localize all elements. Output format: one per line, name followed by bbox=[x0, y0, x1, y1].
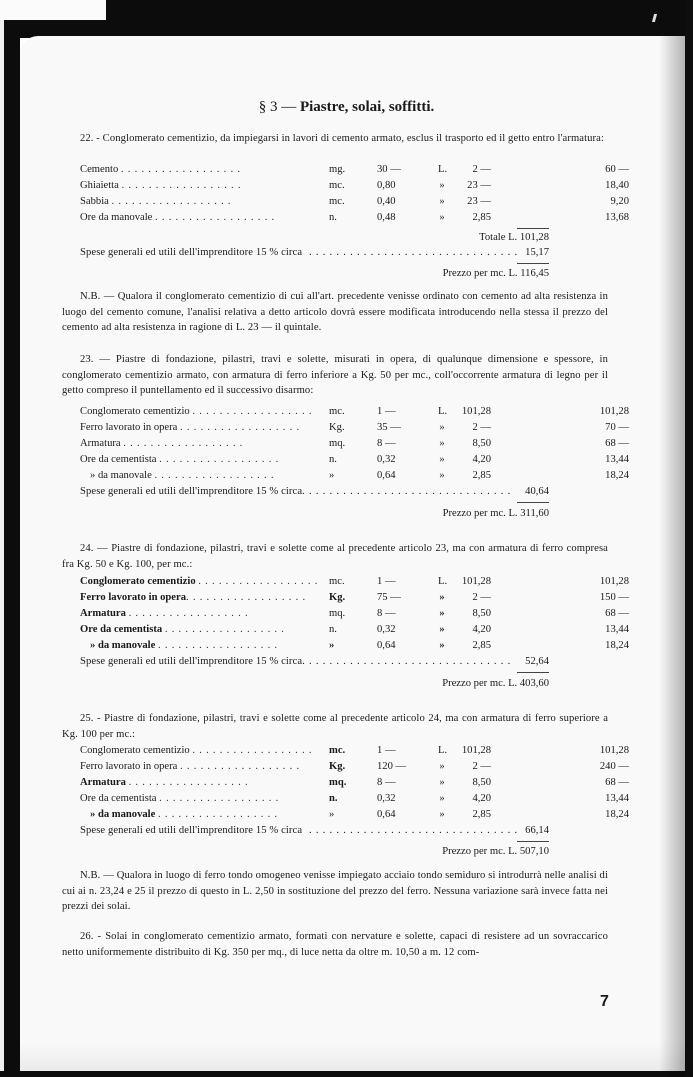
sum-rule bbox=[517, 841, 549, 842]
item-label: Conglomerato cementizio bbox=[80, 745, 190, 756]
overhead-row: Spese generali ed utili dell'imprenditore 15 % circa ............................... 15,17 bbox=[80, 245, 549, 261]
table-row: Conglomerato cementizio .................. mc. 1 — L. 101,28 101,28 bbox=[80, 574, 550, 590]
item-label: Ferro lavorato in opera bbox=[80, 422, 178, 433]
unit-price: 8,50 bbox=[472, 608, 491, 619]
unit: mq. bbox=[329, 608, 346, 619]
table-row: Armatura .................. mq. 8 — » 8,50 68 — bbox=[80, 775, 550, 791]
scan-corner bbox=[0, 0, 106, 22]
amount: 60 — bbox=[605, 164, 629, 175]
section-title bbox=[0, 99, 693, 116]
quantity: 1 — bbox=[377, 576, 396, 587]
quantity: 0,64 bbox=[377, 809, 396, 820]
overhead-label: Spese generali ed utili dell'imprenditore 15 % circa bbox=[80, 486, 303, 497]
currency: » bbox=[439, 212, 445, 223]
unit-price: 101,28 bbox=[461, 745, 491, 756]
amount: 13,44 bbox=[605, 624, 629, 635]
table-row: Armatura .................. mq. 8 — » 8,50 68 — bbox=[80, 436, 550, 452]
table-row: Ferro lavorato in opera .................. Kg. 35 — » 2 — 70 — bbox=[80, 420, 550, 436]
unit: mq. bbox=[329, 777, 347, 788]
final-price bbox=[443, 506, 549, 522]
item-label: Ore da cementista bbox=[80, 793, 157, 804]
unit: n. bbox=[329, 793, 338, 804]
overhead-label: Spese generali ed utili dell'imprenditore 15 % circa bbox=[80, 825, 303, 836]
overhead-value: 40,64 bbox=[521, 484, 549, 500]
currency: L. bbox=[438, 576, 448, 587]
quantity: 8 — bbox=[377, 608, 396, 619]
quantity: 0,32 bbox=[377, 624, 396, 635]
unit: mc. bbox=[329, 576, 345, 587]
subtotal bbox=[479, 230, 549, 246]
unit: n. bbox=[329, 212, 337, 223]
article-22-intro: 22. - Conglomerato cementizio, da impiegarsi in lavori di cemento armato, esclus il trasporto ed il getto entro l'armatura: bbox=[80, 133, 605, 144]
article-25-note: N.B. — Qualora in luogo di ferro tondo omogeneo venisse impiegato acciaio tondo semiduro si introdurrà nelle analisi di cui ai n. 23,24 e 25 il prezzo di questo in L. 2,50 in sostituzione del prezzo del ferro. Nessuna variazione sarà invece fatta nei prezzi dei solai. bbox=[62, 870, 608, 912]
unit-price: 2 — bbox=[472, 761, 491, 772]
currency: » bbox=[439, 422, 445, 433]
quantity: 0,64 bbox=[377, 640, 396, 651]
item-label: Conglomerato cementizio bbox=[80, 576, 196, 587]
unit-price: 4,20 bbox=[472, 793, 491, 804]
table-row: Ferro lavorato in opera.................. Kg. 75 — » 2 — 150 — bbox=[80, 590, 550, 606]
scan-border-top bbox=[106, 0, 693, 40]
sum-rule bbox=[517, 502, 549, 503]
quantity: 8 — bbox=[377, 438, 396, 449]
final-price bbox=[442, 844, 549, 860]
currency: » bbox=[439, 196, 445, 207]
total-value: 101,28 bbox=[519, 232, 549, 243]
table-row: Conglomerato cementizio .................. mc. 1 — L. 101,28 101,28 bbox=[80, 743, 550, 759]
currency: » bbox=[439, 793, 445, 804]
total-label: Totale L. bbox=[479, 232, 518, 243]
item-label: » da manovale bbox=[90, 640, 156, 651]
quantity: 120 — bbox=[377, 761, 407, 772]
item-label: Ore da cementista bbox=[80, 454, 157, 465]
table-row: Ore da cementista .................. n. 0,32 » 4,20 13,44 bbox=[80, 622, 550, 638]
item-label: Ghiaietta bbox=[80, 180, 119, 191]
quantity: 0,32 bbox=[377, 793, 396, 804]
unit: Kg. bbox=[329, 761, 346, 772]
quantity: 8 — bbox=[377, 777, 396, 788]
table-row: Sabbia .................. mc. 0,40 » 23 — 9,20 bbox=[80, 194, 550, 210]
overhead-value: 52,64 bbox=[521, 654, 549, 670]
item-label: Ferro lavorato in opera bbox=[80, 592, 187, 603]
quantity: 1 — bbox=[377, 745, 396, 756]
quantity: 0,32 bbox=[377, 454, 396, 465]
currency: » bbox=[439, 592, 445, 603]
amount: 101,28 bbox=[599, 745, 629, 756]
unit-price: 2,85 bbox=[472, 212, 491, 223]
scan-border-bottom bbox=[0, 1071, 693, 1077]
quantity: 0,40 bbox=[377, 196, 396, 207]
unit-price: 2,85 bbox=[472, 470, 491, 481]
table-row: Ferro lavorato in opera .................. Kg. 120 — » 2 — 240 — bbox=[80, 759, 550, 775]
unit: » bbox=[329, 640, 335, 651]
section-title-text: Piastre, solai, soffitti. bbox=[299, 99, 435, 115]
currency: L. bbox=[438, 406, 448, 417]
price-label: Prezzo per mc. L. bbox=[442, 678, 518, 689]
amount: 18,24 bbox=[605, 470, 629, 481]
currency: » bbox=[439, 624, 445, 635]
page-shadow-right bbox=[659, 36, 685, 1077]
unit: mc. bbox=[329, 745, 346, 756]
page-number: 7 bbox=[600, 993, 609, 1010]
quantity: 0,64 bbox=[377, 470, 396, 481]
amount: 9,20 bbox=[610, 196, 629, 207]
item-label: Ore da manovale bbox=[80, 212, 153, 223]
item-label: Ferro lavorato in opera bbox=[80, 761, 178, 772]
amount: 18,24 bbox=[605, 640, 629, 651]
unit-price: 2 — bbox=[472, 164, 491, 175]
overhead-label: Spese generali ed utili dell'imprenditore 15 % circa bbox=[80, 656, 303, 667]
amount: 18,24 bbox=[605, 809, 629, 820]
table-row: Ore da cementista .................. n. 0,32 » 4,20 13,44 bbox=[80, 791, 550, 807]
unit: n. bbox=[329, 624, 337, 635]
overhead-row: Spese generali ed utili dell'imprenditore 15 % circa............................... 40,64 bbox=[80, 484, 549, 500]
sum-rule bbox=[517, 672, 549, 673]
article-26-intro: 26. - Solai in conglomerato cementizio armato, formati con nervature e solette, capaci di resistere ad un sovraccarico netto uniformemente distribuito di Kg. 350 per mq., di luce netta da oltre m. 10,50 a m. 12 com- bbox=[62, 931, 608, 958]
article-24-intro: 24. — Piastre di fondazione, pilastri, travi e solette come al precedente articolo 23, ma con armatura di ferro compresa fra Kg. 50 e Kg. 100, per mc.: bbox=[62, 543, 608, 570]
currency: » bbox=[439, 809, 445, 820]
currency: » bbox=[439, 777, 445, 788]
overhead-value: 66,14 bbox=[521, 823, 549, 839]
table-row: Ore da manovale .................. n. 0,48 » 2,85 13,68 bbox=[80, 210, 550, 226]
unit: Kg. bbox=[329, 592, 346, 603]
amount: 70 — bbox=[605, 422, 629, 433]
currency: » bbox=[439, 180, 445, 191]
table-row: » da manovale .................. » 0,64 » 2,85 18,24 bbox=[80, 807, 550, 823]
unit-price: 23 — bbox=[467, 180, 491, 191]
table-row: » da manovale .................. » 0,64 » 2,85 18,24 bbox=[80, 468, 550, 484]
unit: » bbox=[329, 809, 335, 820]
currency: L. bbox=[438, 164, 448, 175]
table-row: » da manovale .................. » 0,64 » 2,85 18,24 bbox=[80, 638, 550, 654]
quantity: 0,48 bbox=[377, 212, 396, 223]
item-label: » da manovale bbox=[90, 470, 152, 481]
item-label: » da manovale bbox=[90, 809, 156, 820]
unit-price: 8,50 bbox=[472, 438, 491, 449]
unit-price: 4,20 bbox=[472, 624, 491, 635]
scan-edge-left bbox=[0, 20, 4, 1077]
item-label: Ore da cementista bbox=[80, 624, 163, 635]
article-25-intro: 25. - Piastre di fondazione, pilastri, travi e solette come al precedente articolo 24, ma con armatura di ferro superiore a Kg. 100 per mc.: bbox=[62, 713, 608, 740]
price-value: 116,45 bbox=[520, 268, 549, 279]
scan-border-right bbox=[685, 0, 693, 1077]
currency: » bbox=[439, 470, 445, 481]
amount: 101,28 bbox=[599, 406, 629, 417]
currency: L. bbox=[438, 745, 448, 756]
table-row: Ghiaietta .................. mc. 0,80 » 23 — 18,40 bbox=[80, 178, 550, 194]
overhead-value: 15,17 bbox=[521, 245, 549, 261]
unit: mc. bbox=[329, 406, 345, 417]
item-label: Armatura bbox=[80, 777, 126, 788]
page-shadow-bottom bbox=[20, 1041, 685, 1071]
amount: 68 — bbox=[605, 438, 629, 449]
unit: n. bbox=[329, 454, 337, 465]
sum-rule bbox=[517, 263, 549, 264]
overhead-row: Spese generali ed utili dell'imprenditore 15 % circa ............................... 66,14 bbox=[80, 823, 549, 839]
quantity: 0,80 bbox=[377, 180, 396, 191]
unit-price: 101,28 bbox=[461, 406, 491, 417]
currency: » bbox=[439, 761, 445, 772]
unit-price: 2,85 bbox=[472, 809, 491, 820]
amount: 13,44 bbox=[605, 454, 629, 465]
item-label: Cemento bbox=[80, 164, 119, 175]
currency: » bbox=[439, 608, 445, 619]
amount: 18,40 bbox=[605, 180, 629, 191]
currency: » bbox=[439, 640, 445, 651]
overhead-label: Spese generali ed utili dell'imprenditore 15 % circa bbox=[80, 247, 303, 258]
amount: 13,44 bbox=[605, 793, 629, 804]
item-label: Armatura bbox=[80, 608, 126, 619]
unit: » bbox=[329, 470, 335, 481]
amount: 13,68 bbox=[605, 212, 629, 223]
price-label: Prezzo per mc. L. bbox=[442, 508, 518, 519]
unit-price: 2 — bbox=[472, 592, 491, 603]
amount: 68 — bbox=[605, 777, 629, 788]
table-row: Ore da cementista .................. n. 0,32 » 4,20 13,44 bbox=[80, 452, 550, 468]
table-row: Conglomerato cementizio .................. mc. 1 — L. 101,28 101,28 bbox=[80, 404, 550, 420]
item-label: Sabbia bbox=[80, 196, 109, 207]
table-row: Armatura .................. mq. 8 — » 8,50 68 — bbox=[80, 606, 550, 622]
amount: 68 — bbox=[605, 608, 629, 619]
section-prefix: § 3 — bbox=[258, 99, 297, 115]
table-row: Cemento .................. mg. 30 — L. 2 — 60 — bbox=[80, 162, 550, 178]
quantity: 35 — bbox=[377, 422, 401, 433]
price-value: 507,10 bbox=[519, 846, 549, 857]
quantity: 30 — bbox=[377, 164, 401, 175]
price-value: 311,60 bbox=[520, 508, 549, 519]
unit: mc. bbox=[329, 180, 345, 191]
overhead-row: Spese generali ed utili dell'imprenditore 15 % circa............................... 52,64 bbox=[80, 654, 549, 670]
unit: mg. bbox=[329, 164, 346, 175]
sum-rule bbox=[517, 228, 549, 229]
unit-price: 2 — bbox=[472, 422, 491, 433]
article-23-intro: 23. — Piastre di fondazione, pilastri, travi e solette, misurati in opera, di qualunque dimensione e spessore, in conglomerato cementizio armato, con armatura di ferro inferiore a Kg. 50 per mc., coll'occorrente armatura di legno per il getto compreso il puntellamento ed il successivo disarmo: bbox=[62, 354, 608, 396]
article-22-note: N.B. — Qualora il conglomerato cementizio di cui all'art. precedente venisse ordinato con cemento ad alta resistenza in luogo del cemento comune, l'analisi relativa a detto articolo dovrà essere modificata introducendo nella stessa il prezzo del cemento ad alta resistenza in ragione di L. 23 — il quintale. bbox=[62, 291, 608, 333]
currency: » bbox=[439, 438, 445, 449]
unit-price: 101,28 bbox=[461, 576, 491, 587]
unit-price: 4,20 bbox=[472, 454, 491, 465]
unit: mq. bbox=[329, 438, 346, 449]
price-label: Prezzo per mc. L. bbox=[442, 846, 518, 857]
price-label: Prezzo per mc. L. bbox=[442, 268, 518, 279]
currency: » bbox=[439, 454, 445, 465]
quantity: 75 — bbox=[377, 592, 401, 603]
unit-price: 8,50 bbox=[472, 777, 491, 788]
item-label: Conglomerato cementizio bbox=[80, 406, 190, 417]
final-price bbox=[442, 676, 549, 692]
amount: 150 — bbox=[599, 592, 629, 603]
item-label: Armatura bbox=[80, 438, 121, 449]
amount: 240 — bbox=[599, 761, 629, 772]
price-value: 403,60 bbox=[519, 678, 549, 689]
amount: 101,28 bbox=[599, 576, 629, 587]
unit-price: 23 — bbox=[467, 196, 491, 207]
unit: Kg. bbox=[329, 422, 345, 433]
unit: mc. bbox=[329, 196, 345, 207]
final-price bbox=[443, 266, 549, 282]
quantity: 1 — bbox=[377, 406, 396, 417]
unit-price: 2,85 bbox=[472, 640, 491, 651]
